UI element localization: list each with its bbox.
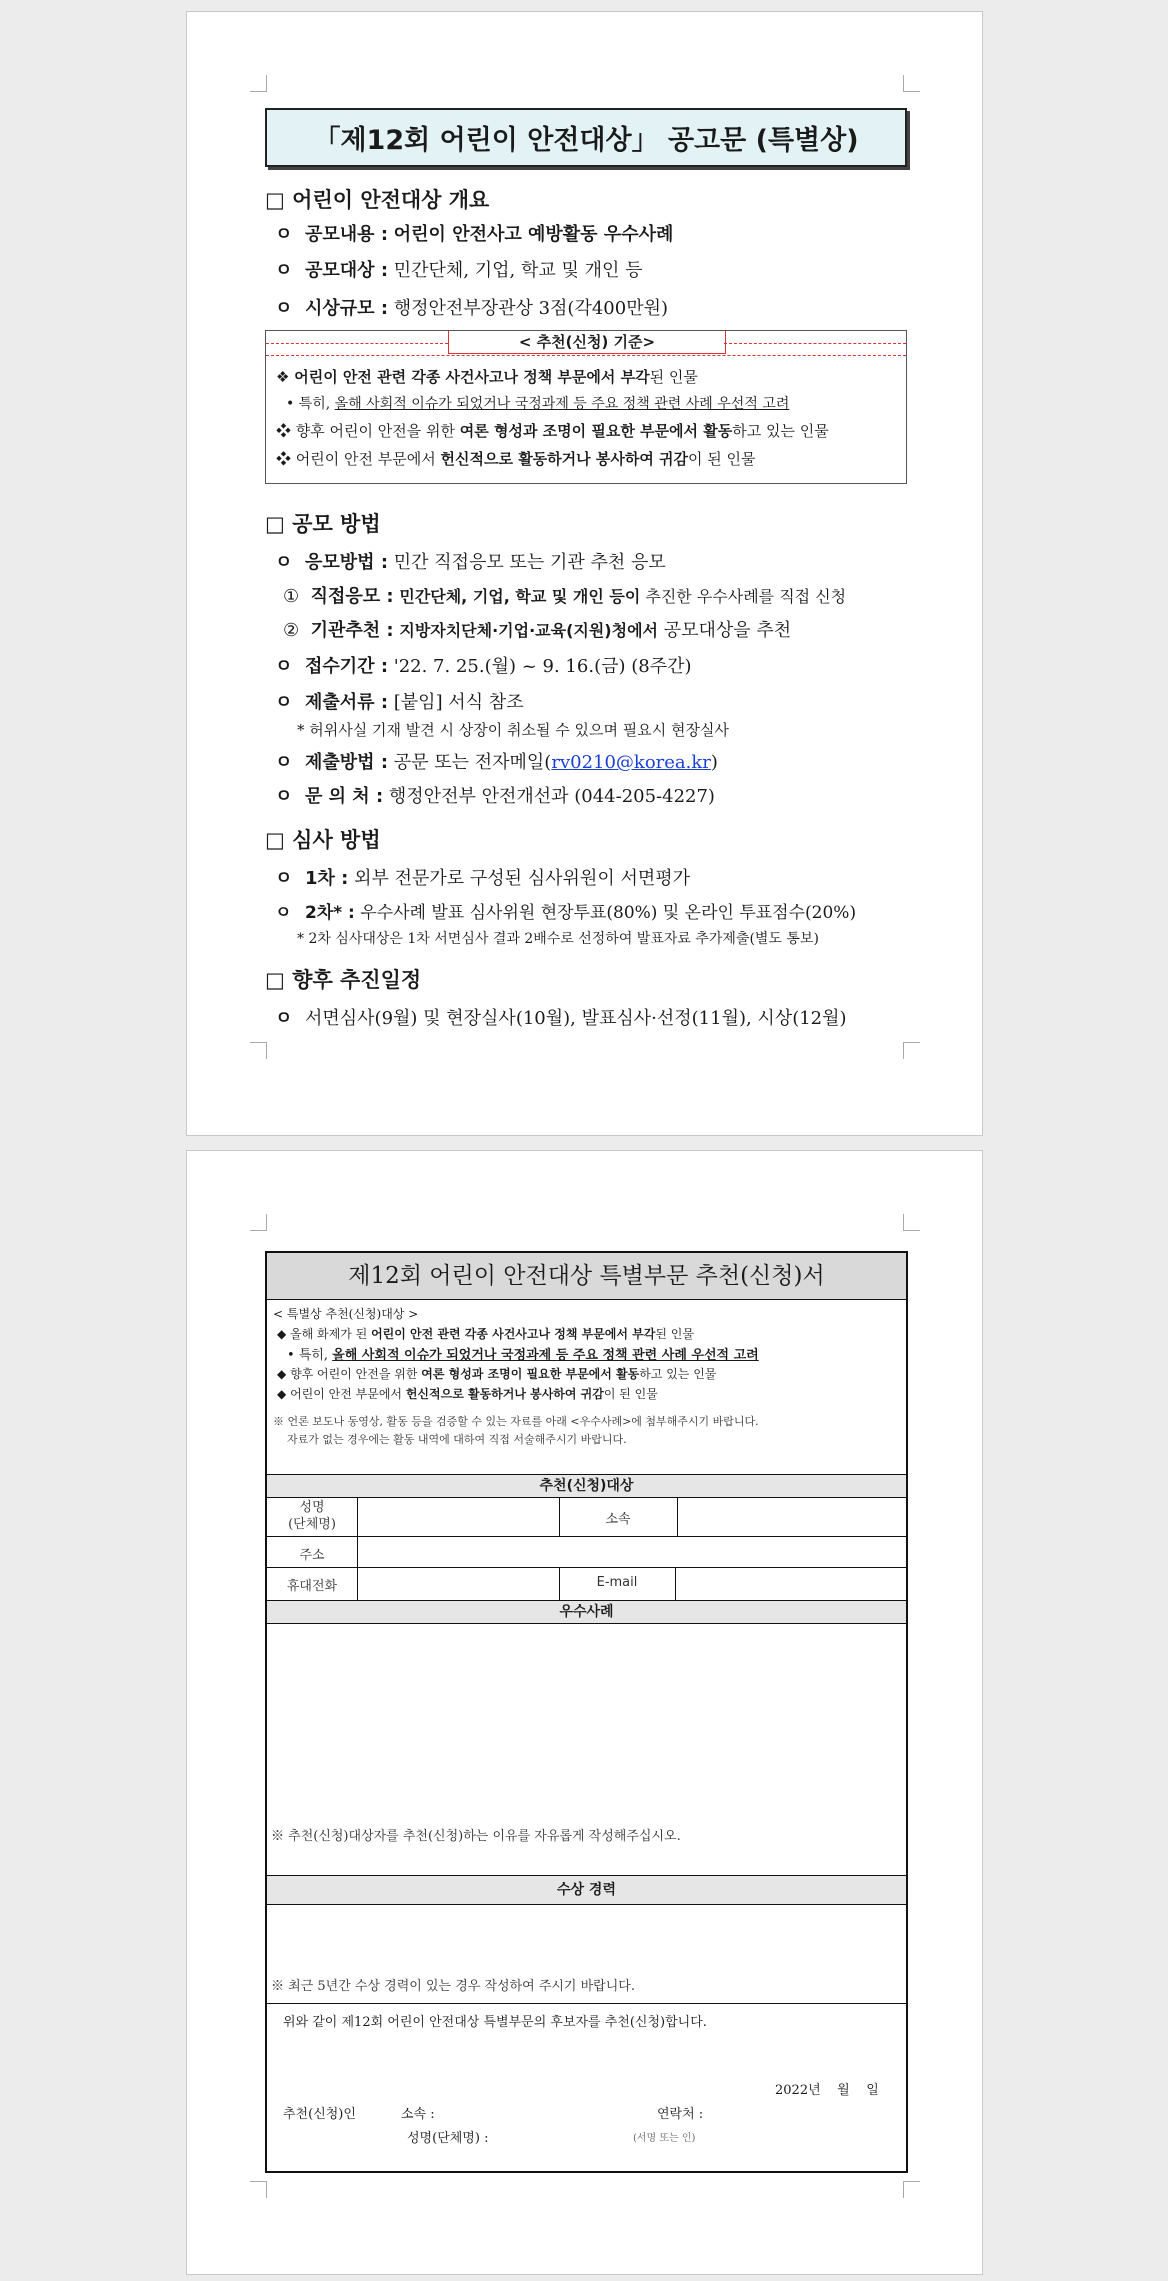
name-label: 성명 (단체명) [288, 1500, 336, 1532]
crop-mark [250, 1042, 267, 1059]
affiliation-label: 소속 [605, 1512, 631, 1527]
section-method-heading: □ 공모 방법 [265, 512, 381, 536]
email-label: E-mail [596, 1575, 638, 1590]
direct-apply-item: ① 직접응모 : 민간단체, 기업, 학교 및 개인 등이 추진한 우수사례를 직접 신청 [283, 586, 847, 607]
form-note: 자료가 없는 경우에는 활동 내역에 대하여 직접 서술해주시기 바랍니다. [287, 1433, 627, 1446]
target-section-header: 추천(신청)대상 [267, 1474, 906, 1498]
announcement-page [186, 11, 983, 1136]
phone-field[interactable] [359, 1569, 557, 1598]
date-line: 2022년 월 일 [775, 2083, 879, 2098]
table-rule [267, 1567, 906, 1568]
criteria-item: • 특히, 올해 사회적 이슈가 되었거나 국정과제 등 주요 정책 관련 사례 우선적 고려 [286, 396, 790, 412]
announcement-title: 「제12회 어린이 안전대상」 공고문 (특별상) [265, 108, 907, 167]
section-review-heading: □ 심사 방법 [265, 828, 381, 852]
form-title: 제12회 어린이 안전대상 특별부문 추천(신청)서 [267, 1253, 906, 1300]
form-criteria-item: ◆ 어린이 안전 부문에서 헌신적으로 활동하거나 봉사하여 귀감이 된 인물 [277, 1387, 658, 1401]
crop-mark [250, 2181, 267, 2198]
divider [724, 343, 906, 344]
table-rule [357, 1497, 358, 1600]
application-form [265, 1251, 908, 2173]
form-criteria-item: • 특히, 올해 사회적 이슈가 되었거나 국정과제 등 주요 정책 관련 사례 우선적 고려 [287, 1348, 759, 1363]
review-first-item: ㅇ 1차 : 외부 전문가로 구성된 심사위원이 서면평가 [275, 868, 690, 889]
crop-mark [903, 1214, 920, 1231]
submit-item: ㅇ 제출방법 : 공문 또는 전자메일(rv0210@korea.kr) [275, 752, 718, 773]
signer-contact-label: 연락처 : [657, 2107, 704, 2122]
schedule-item: ㅇ 서면심사(9월) 및 현장실사(10월), 발표심사·선정(11월), 시상(12월) [275, 1008, 847, 1029]
overview-item-scale: ㅇ 시상규모 : 행정안전부장관상 3점(각400만원) [275, 298, 668, 319]
form-note: ※ 언론 보도나 동영상, 활동 등을 검증할 수 있는 자료를 아래 <우수사례>에 첨부해주시기 바랍니다. [273, 1415, 759, 1428]
application-form-page [186, 1150, 983, 2275]
form-criteria-item: ◆ 향후 어린이 안전을 위한 여론 형성과 조명이 필요한 부문에서 활동하고 있는 인물 [277, 1367, 717, 1381]
form-criteria-item: ◆ 올해 화제가 된 어린이 안전 관련 각종 사건사고나 정책 부문에서 부각된 인물 [277, 1327, 694, 1341]
documents-item: ㅇ 제출서류 : [붙임] 서식 참조 [275, 692, 524, 713]
form-criteria-title: < 특별상 추천(신청)대상 > [273, 1307, 419, 1321]
award-note: ※ 최근 5년간 수상 경력이 있는 경우 작성하여 주시기 바랍니다. [271, 1979, 635, 1994]
address-field[interactable] [359, 1538, 904, 1566]
agency-recommend-item: ② 기관추천 : 지방자치단체·기업·교육(지원)청에서 공모대상을 추천 [283, 620, 792, 641]
overview-item-target: ㅇ 공모대상 : 민간단체, 기업, 학교 및 개인 등 [275, 260, 643, 281]
email-field[interactable] [677, 1569, 904, 1598]
declaration-text: 위와 같이 제12회 어린이 안전대상 특별부문의 후보자를 추천(신청)합니다. [283, 2015, 707, 2030]
crop-mark [903, 1042, 920, 1059]
overview-item-content: ㅇ 공모내용 : 어린이 안전사고 예방활동 우수사례 [275, 224, 674, 245]
review-second-item: ㅇ 2차* : 우수사례 발표 심사위원 현장투표(80%) 및 온라인 투표점수(20%) [275, 903, 857, 923]
case-section-header: 우수사례 [267, 1600, 906, 1624]
criteria-title: < 추천(신청) 기준> [448, 331, 726, 354]
affiliation-field[interactable] [679, 1499, 904, 1534]
table-rule [675, 1567, 676, 1600]
criteria-item: ❖ 향후 어린이 안전을 위한 여론 형성과 조명이 필요한 부문에서 활동하고 있는 인물 [276, 422, 829, 440]
section-schedule-heading: □ 향후 추진일정 [265, 968, 422, 992]
method-item: ㅇ 응모방법 : 민간 직접응모 또는 기관 추천 응모 [275, 552, 666, 573]
signer-name-label: 성명(단체명) : [407, 2131, 489, 2146]
signature-hint: (서명 또는 인) [633, 2133, 696, 2144]
crop-mark [250, 75, 267, 92]
phone-label: 휴대전화 [286, 1579, 338, 1594]
section-overview-heading: □ 어린이 안전대상 개요 [265, 188, 490, 212]
review-second-note: * 2차 심사대상은 1차 서면심사 결과 2배수로 선정하여 발표자료 추가제출(별도 통보) [297, 931, 819, 947]
case-note: ※ 추천(신청)대상자를 추천(신청)하는 이유를 자유롭게 작성해주십시오. [271, 1829, 681, 1844]
email-link[interactable]: rv0210@korea.kr [551, 752, 711, 773]
period-item: ㅇ 접수기간 : '22. 7. 25.(월) ~ 9. 16.(금) (8주간) [275, 656, 692, 677]
table-rule [267, 2003, 906, 2004]
name-field[interactable] [359, 1499, 557, 1534]
criteria-item: ❖ 어린이 안전 부문에서 헌신적으로 활동하거나 봉사하여 귀감이 된 인물 [276, 450, 756, 468]
crop-mark [903, 2181, 920, 2198]
documents-note: * 허위사실 기재 발견 시 상장이 취소될 수 있으며 필요시 현장실사 [297, 721, 729, 739]
contact-item: ㅇ 문 의 처 : 행정안전부 안전개선과 (044-205-4227) [275, 786, 715, 807]
divider [266, 355, 906, 356]
criteria-item: ❖ 어린이 안전 관련 각종 사건사고나 정책 부문에서 부각된 인물 [276, 368, 698, 386]
divider [266, 343, 448, 344]
table-rule [267, 1536, 906, 1537]
criteria-box [265, 330, 907, 484]
signer-affiliation-label: 소속 : [401, 2107, 435, 2122]
address-label: 주소 [299, 1548, 325, 1563]
case-field[interactable] [271, 1625, 902, 1825]
award-section-header: 수상 경력 [267, 1875, 906, 1905]
crop-mark [903, 75, 920, 92]
crop-mark [250, 1214, 267, 1231]
table-rule [677, 1497, 678, 1536]
award-field[interactable] [271, 1907, 902, 1969]
recommender-label: 추천(신청)인 [283, 2107, 356, 2122]
